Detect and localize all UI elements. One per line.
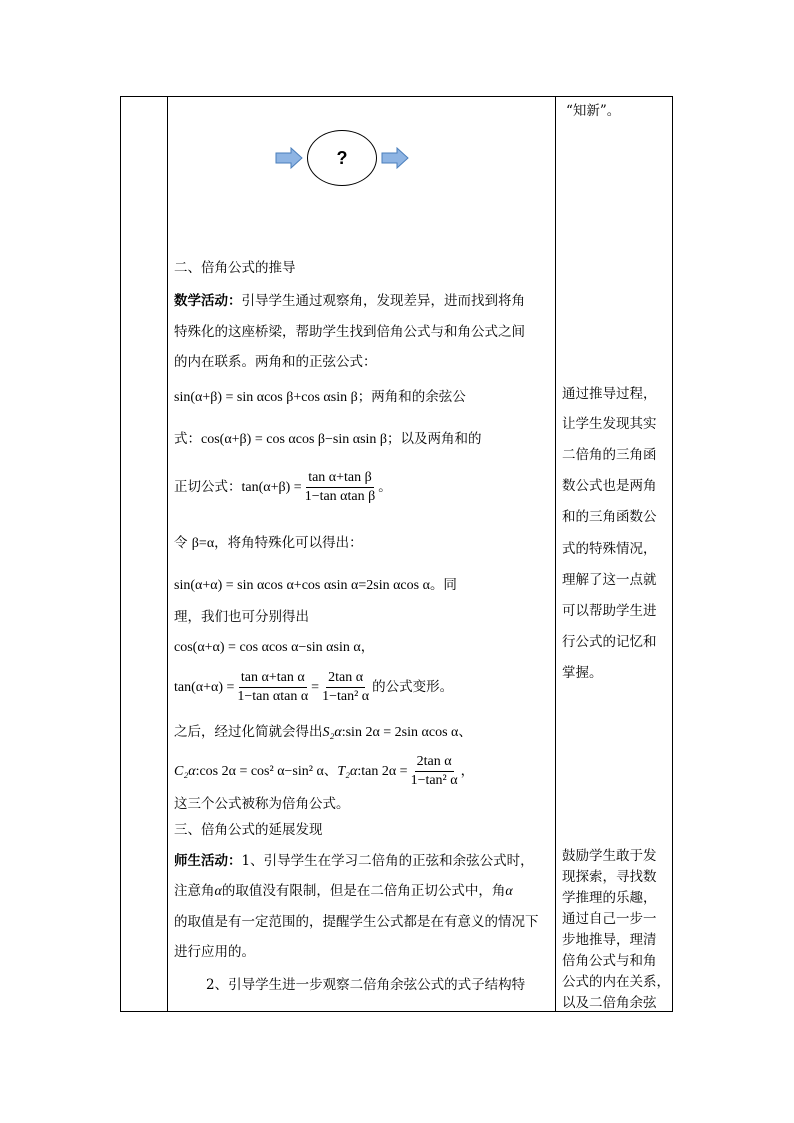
text-span: ，将角特殊化可以得出： (214, 535, 363, 551)
fraction-denominator: 1−tan² α (410, 773, 458, 788)
text-span: ， (360, 639, 375, 655)
section3-line4: 进行应用的。 (174, 944, 255, 960)
fraction-denominator: 1−tan αtan β (304, 489, 376, 504)
right-note-1-line-10: 掌握。 (562, 665, 603, 681)
s2a-line (174, 724, 472, 741)
right-note-1-line-3: 二倍角的三角函 (562, 447, 657, 463)
column-divider-1 (167, 97, 168, 1011)
cos-double-line (174, 639, 374, 656)
right-note-1-line-4: 数公式也是两角 (562, 478, 657, 494)
fraction-numerator: tan α+tan β (306, 470, 374, 488)
right-note-2-line-4: 通过自己一步一 (562, 911, 657, 927)
section3-line1 (174, 853, 534, 870)
similar-line: 理，我们也可分别得出 (174, 609, 309, 625)
s2a-label: S₂α (322, 725, 342, 740)
sin-sum-line (174, 389, 466, 406)
let-line (174, 535, 363, 552)
text-span: 的取值没有限制，但是在二倍角正切公式中，角 (221, 883, 506, 899)
text-span: 1、引导学生在学习二倍角的正弦和余弦公式时， (241, 853, 534, 869)
section2-heading: 二、倍角公式的推导 (174, 260, 296, 276)
right-note-2-line-8: 以及二倍角余弦 (562, 995, 657, 1011)
right-note-1-line-9: 行公式的记忆和 (562, 634, 657, 650)
text-span: 注意角 (174, 883, 215, 899)
sin-double-formula: sin(α+α) = sin αcos α+cos αsin α=2sin αcos α (174, 578, 430, 593)
right-note-2-line-3: 学推理的乐趣， (562, 890, 657, 906)
text-span: 。 (378, 479, 392, 495)
fraction-denominator: 1−tan² α (322, 689, 370, 704)
activity-label: 数学活动： (174, 293, 242, 309)
text-span: ；两角和的余弦公 (357, 389, 466, 405)
fraction-numerator: 2tan α (326, 670, 365, 688)
left-arrow-icon (275, 147, 303, 169)
activity-label: 师生活动： (174, 853, 242, 869)
right-note-1-line-5: 和的三角函数公 (562, 509, 657, 525)
section3-line5: 2、引导学生进一步观察二倍角余弦公式的式子结构特 (206, 977, 526, 993)
tan-double-lhs: tan(α+α) = (174, 680, 235, 695)
fraction-numerator: 2tan α (415, 754, 454, 772)
three-formulas-line: 这三个公式被称为倍角公式。 (174, 796, 350, 812)
tan-sum-fraction (303, 470, 378, 505)
cos-double-formula: cos(α+α) = cos αcos α−sin αsin α (174, 640, 361, 655)
right-note-1-line-8: 可以帮助学生进 (562, 603, 657, 619)
text-span: 令 (174, 535, 192, 551)
right-note-2-line-1: 鼓励学生敢于发 (562, 848, 657, 864)
right-note-2-line-7: 公式的内在关系， (562, 974, 670, 990)
fraction-numerator: tan α+tan α (239, 670, 307, 688)
c2a-t2a-line (174, 754, 474, 789)
section2-line2: 特殊化的这座桥梁，帮助学生找到倍角公式与和角公式之间 (174, 324, 525, 340)
right-note-1-line-7: 理解了这一点就 (562, 572, 657, 588)
c2a-formula: :cos 2α = cos² α−sin² α (195, 764, 324, 779)
cos-sum-line (174, 431, 482, 448)
section3-heading: 三、倍角公式的延展发现 (174, 822, 323, 838)
section2-line1 (174, 293, 525, 310)
section3-line3: 的取值是有一定范围的，提醒学生公式都是在有意义的情况下 (174, 914, 539, 930)
alpha-symbol: α (505, 884, 513, 899)
equals-sign: = (311, 680, 320, 695)
column-divider-2 (555, 97, 556, 1011)
right-note-1-line-6: 式的特殊情况， (562, 541, 657, 557)
s2a-formula: :sin 2α = 2sin αcos α (341, 725, 459, 740)
alpha-symbol: α (214, 884, 222, 899)
t2a-fraction (409, 754, 460, 789)
tan-double-fraction-1 (235, 670, 310, 705)
section3-line2 (174, 883, 513, 900)
text-span: 的公式变形。 (372, 679, 454, 695)
text-span: 之后，经过化简就会得出 (174, 724, 323, 740)
t2a-formula: :tan 2α = (357, 764, 408, 779)
text-span: 正切公式： (174, 479, 242, 495)
text-span: 、 (458, 724, 472, 740)
tan-double-line (174, 670, 453, 705)
text-span: 式： (174, 431, 201, 447)
tan-sum-line (174, 470, 392, 505)
right-note-2-line-5: 步地推导，理清 (562, 932, 657, 948)
question-ellipse: ? (307, 130, 377, 186)
c2a-label: C₂α (174, 764, 196, 779)
tan-sum-lhs: tan(α+β) = (241, 480, 302, 495)
text-span: 引导学生通过观察角，发现差异，进而找到将角 (241, 293, 525, 309)
right-note-top: “知新”。 (566, 103, 621, 119)
text-span: ；以及两角和的 (387, 431, 482, 447)
let-expression: β=α (191, 536, 215, 551)
right-note-2-line-6: 倍角公式与和角 (562, 953, 657, 969)
text-span: 、 (323, 763, 338, 779)
sin-double-line (174, 577, 457, 594)
right-note-2-line-2: 现探索，寻找数 (562, 869, 657, 885)
section2-line3: 的内在联系。两角和的正弦公式： (174, 354, 377, 370)
text-span: 。同 (429, 577, 457, 593)
right-note-1-line-1: 通过推导过程， (562, 386, 657, 402)
right-note-1-line-2: 让学生发现其实 (562, 416, 657, 432)
text-span: ， (460, 763, 475, 779)
cos-sum-formula: cos(α+β) = cos αcos β−sin αsin β (201, 432, 388, 447)
sin-sum-formula: sin(α+β) = sin αcos β+cos αsin β (174, 390, 358, 405)
right-arrow-icon (381, 147, 409, 169)
t2a-label: T₂α (337, 764, 358, 779)
fraction-denominator: 1−tan αtan α (237, 689, 309, 704)
tan-double-fraction-2 (320, 670, 371, 705)
